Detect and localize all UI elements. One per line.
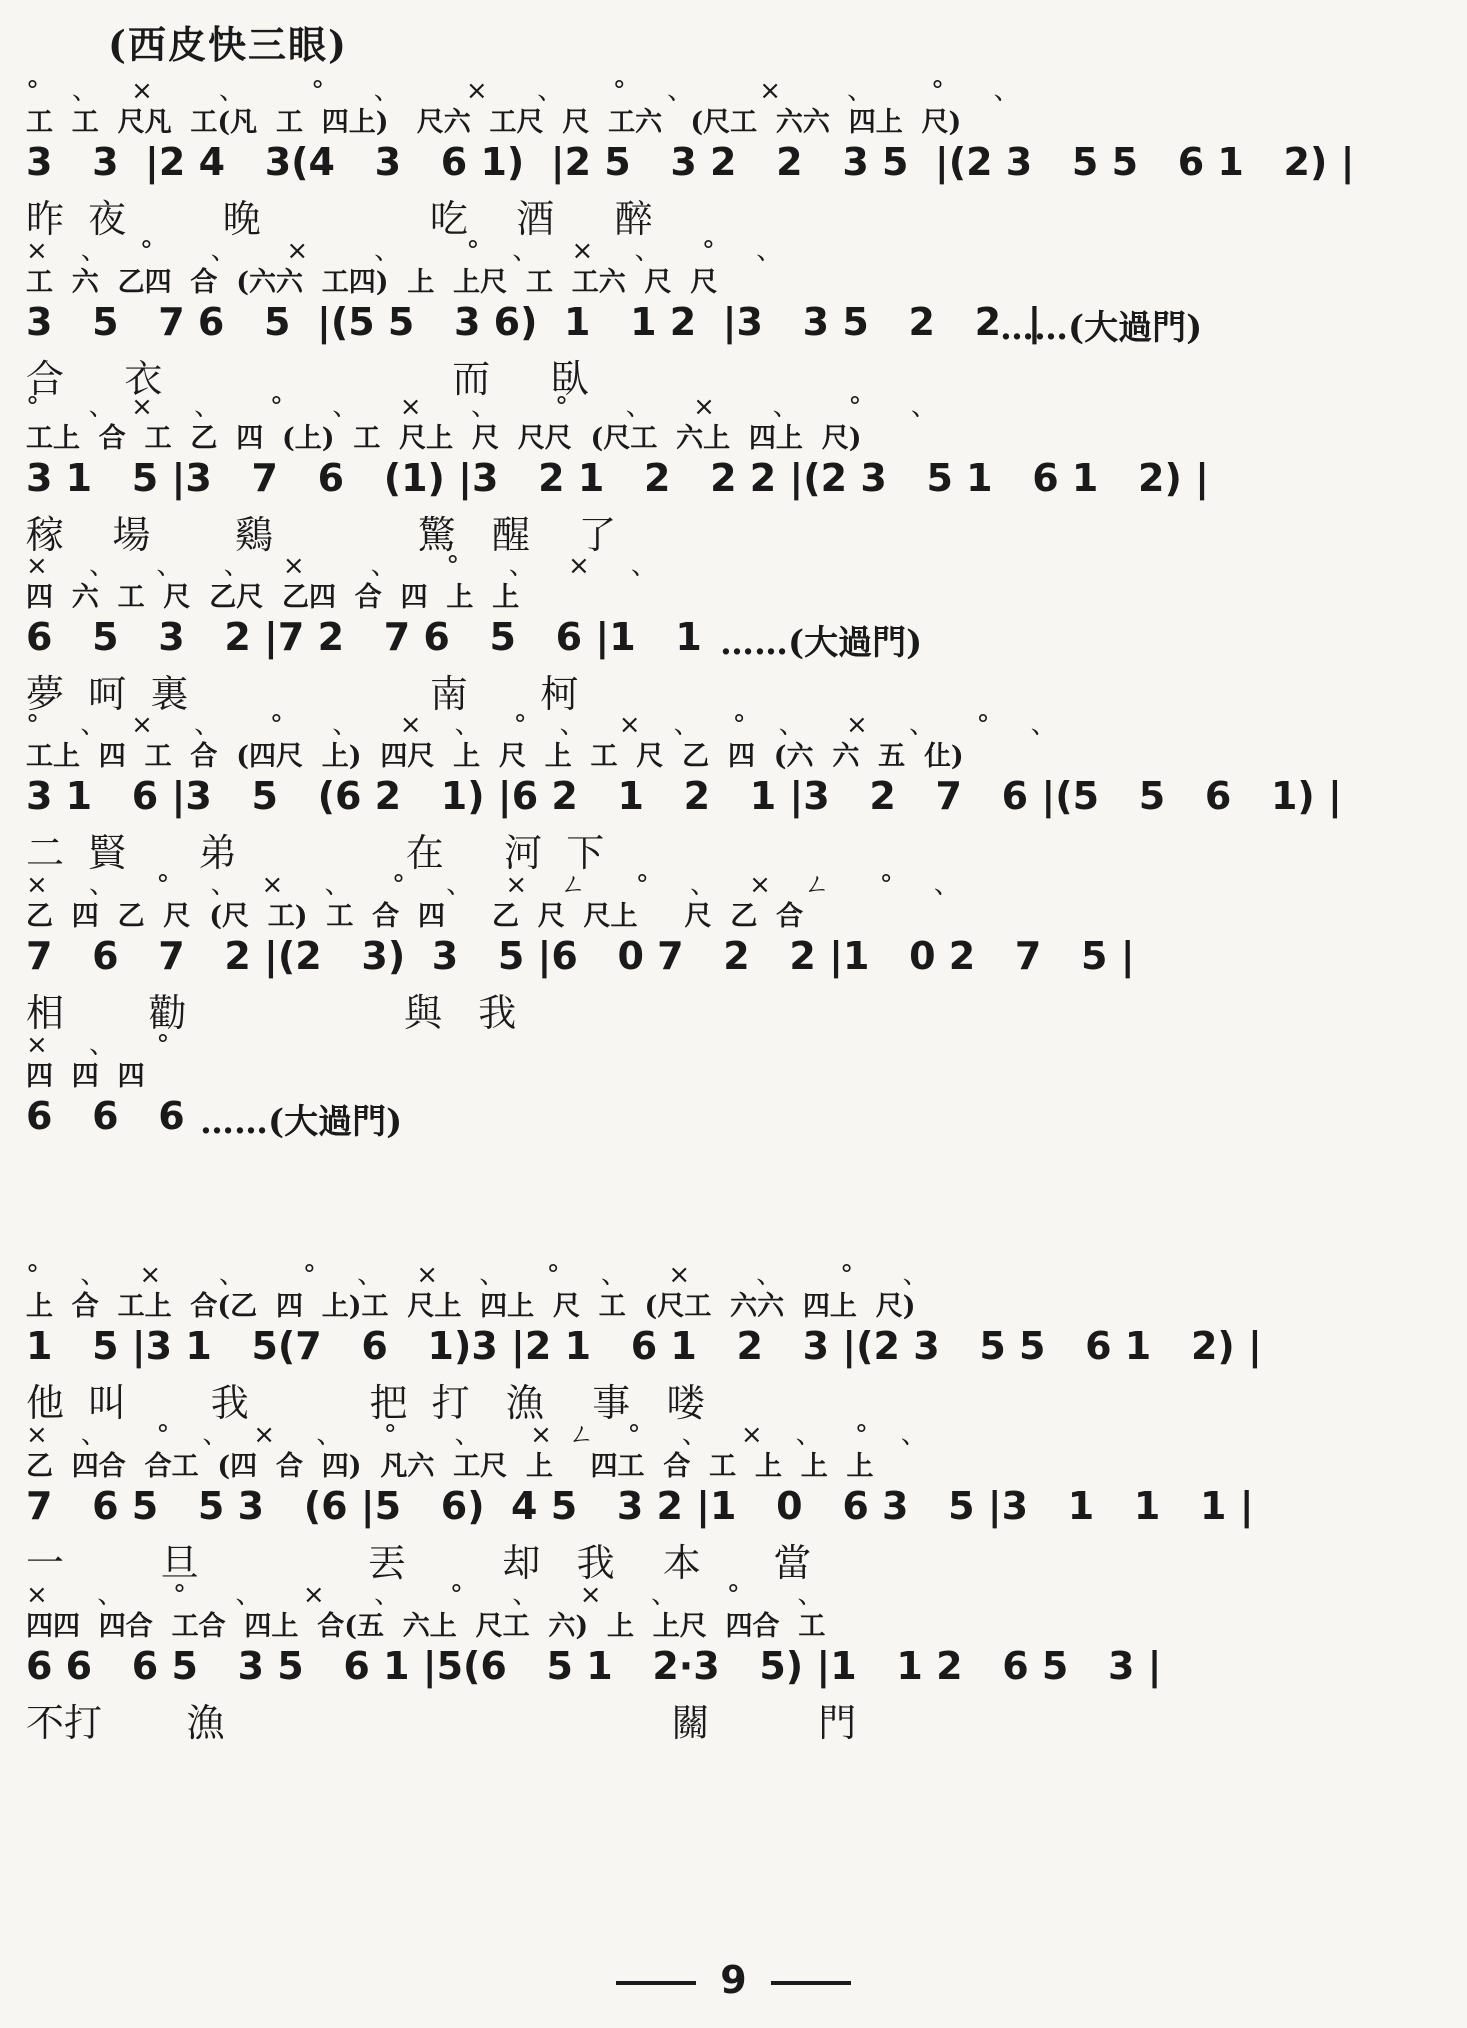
lyrics-row: 一 旦 丟 却 我 本 當 — [26, 1541, 812, 1585]
ornament-row: × 、 ° 、 × 、 ° 、 × 、 ° 、 — [26, 1580, 824, 1610]
jianpu-row: 3 1 6 |3 5 (6 2 1) |6 2 1 2 1 |3 2 7 6 |(5 5 6 1) | — [26, 774, 1342, 818]
jianpu-row: 7 6 5 5 3 (6 |5 6) 4 5 3 2 |1 0 6 3 5 |3 1 1 1 | — [26, 1484, 1254, 1528]
dash-left — [616, 1981, 696, 1985]
ornament-row: × 、 ° 、 × 、 ° 、 × 、 ° 、 — [26, 236, 783, 266]
gongche-row: 乙 四 乙 尺 (尺 工) 工 合 四 乙 尺 尺上 尺 乙 合 — [26, 901, 804, 932]
lyrics-row: 不打 漁 關 門 — [26, 1701, 857, 1745]
interlude-marker: ……(大過門) — [200, 1102, 403, 1142]
jianpu-row: 7 6 7 2 |(2 3) 3 5 |6 0 7 2 2 |1 0 2 7 5 | — [26, 934, 1135, 978]
gongche-row: 工 工 尺凡 工(凡 工 四上) 尺六 工尺 尺 工六 (尺工 六六 四上 尺) — [26, 107, 962, 138]
dash-right — [771, 1981, 851, 1985]
lyrics-row: 合 衣 而 臥 — [26, 357, 589, 401]
lyrics-row: 相 勸 與 我 — [26, 991, 517, 1035]
jianpu-row: 3 3 |2 4 3(4 3 6 1) |2 5 3 2 2 3 5 |(2 3 5 5 6 1 2) | — [26, 140, 1355, 184]
jianpu-row: 6 5 3 2 |7 2 7 6 5 6 |1 1 — [26, 615, 702, 659]
jianpu-row: 3 1 5 |3 7 6 (1) |3 2 1 2 2 2 |(2 3 5 1 6 1 2) | — [26, 456, 1209, 500]
ornament-row: ° 、 × 、 ° 、 × 、 ° 、 × 、 ° 、 — [26, 76, 1020, 106]
gongche-row: 乙 四合 合工 (四 合 四) 凡六 工尺 上 四工 合 工 上 上 上 — [26, 1451, 874, 1482]
page-number: 9 — [720, 1958, 747, 2002]
gongche-row: 四四 四合 工合 四上 合(五 六上 尺工 六) 上 上尺 四合 工 — [26, 1611, 826, 1642]
gongche-row: 工上 四 工 合 (四尺 上) 四尺 上 尺 上 工 尺 乙 四 (六 六 五 仩) — [26, 741, 964, 772]
gongche-row: 上 合 工上 合(乙 四 上)工 尺上 四上 尺 工 (尺工 六六 四上 尺) — [26, 1291, 916, 1322]
ornament-row: × 、 、 、 × 、 ° 、 × 、 — [26, 551, 658, 581]
ornament-row: × 、 ° 、 × 、 ° 、 × ㄥ ° 、 × 、 ° 、 — [26, 1420, 927, 1450]
interlude-marker: ……(大過門) — [1000, 308, 1203, 348]
lyrics-row: 他 叫 我 把 打 漁 事 喽 — [26, 1381, 705, 1425]
ornament-row: ° 、 × 、 ° 、 × 、 ° 、 × 、 ° 、 — [26, 1260, 929, 1290]
lyrics-row: 夢 呵 裏 南 柯 — [26, 672, 579, 716]
ornament-row: ° 、 × 、 ° 、 × 、 ° 、 × 、 ° 、 × 、 ° 、 — [26, 710, 1057, 740]
lyrics-row: 稼 場 鷄 驚 醒 了 — [26, 513, 617, 557]
ornament-row: × 、 ° — [26, 1030, 170, 1060]
ornament-row: × 、 ° 、 × 、 ° 、 × ㄥ ° 、 × ㄥ ° 、 — [26, 870, 960, 900]
jianpu-row: 6 6 6 — [26, 1094, 185, 1138]
page-number-block — [0, 1958, 1467, 2002]
lyrics-row: 二 賢 弟 在 河 下 — [26, 831, 605, 875]
gongche-row: 四 六 工 尺 乙尺 乙四 合 四 上 上 — [26, 582, 520, 613]
jianpu-row: 1 5 |3 1 5(7 6 1)3 |2 1 6 1 2 3 |(2 3 5 5 6 1 2) | — [26, 1324, 1262, 1368]
gongche-row: 四 四 四 — [26, 1061, 145, 1092]
ornament-row: ° 、 × 、 ° 、 × 、 ° 、 × 、 ° 、 — [26, 392, 937, 422]
gongche-row: 工上 合 工 乙 四 (上) 工 尺上 尺 尺尺 (尺工 六上 四上 尺) — [26, 423, 862, 454]
interlude-marker: ……(大過門) — [720, 623, 923, 663]
lyrics-row: 昨 夜 晚 吃 酒 醉 — [26, 197, 653, 241]
jianpu-row: 3 5 7 6 5 |(5 5 3 6) 1 1 2 |3 3 5 2 2 | — [26, 300, 1042, 344]
piece-heading: (西皮快三眼) — [108, 22, 348, 67]
jianpu-row: 6 6 6 5 3 5 6 1 |5(6 5 1 2·3 5) |1 1 2 6 5 3 | — [26, 1644, 1162, 1688]
gongche-row: 工 六 乙四 合 (六六 工四) 上 上尺 工 工六 尺 尺 — [26, 267, 718, 298]
